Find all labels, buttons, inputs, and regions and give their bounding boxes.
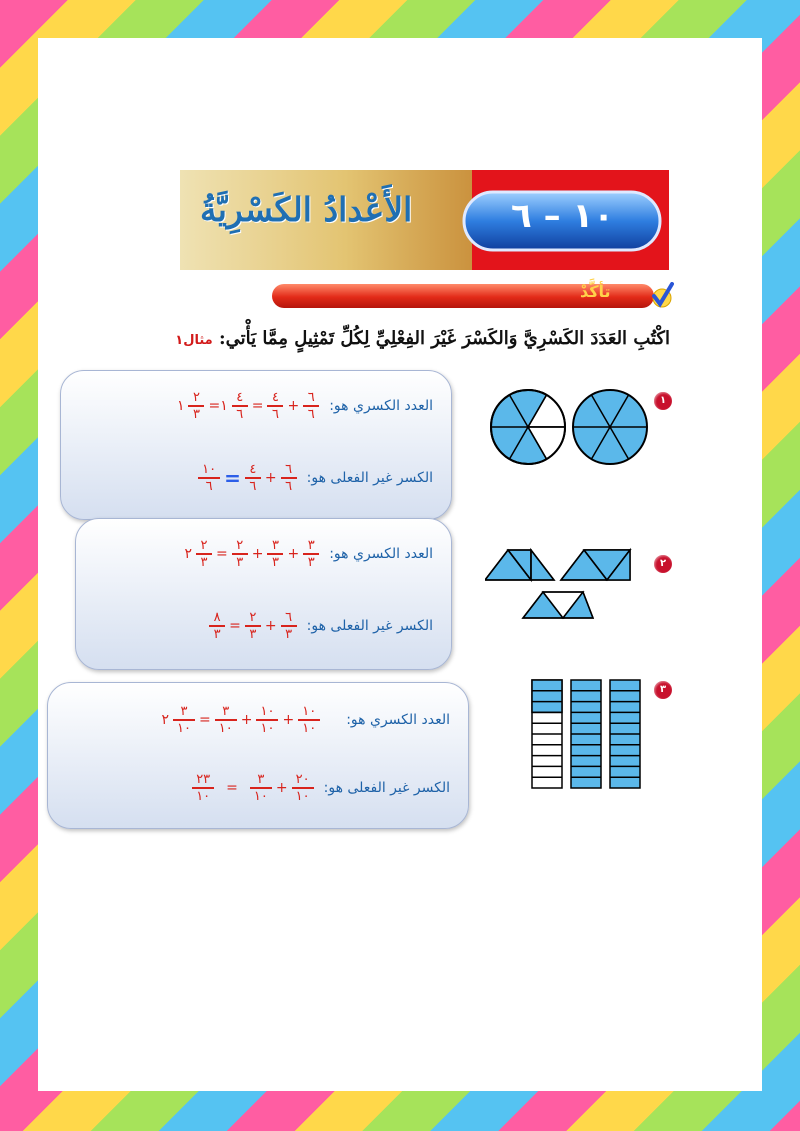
denominator: ٦: [205, 478, 213, 494]
numerator: ٢: [200, 538, 208, 553]
circle-whole: [573, 390, 647, 464]
figure-triangles: [485, 546, 635, 622]
mixed-equation-2: [184, 539, 433, 569]
plus-sign: +: [282, 711, 295, 728]
numerator: ١٠: [202, 462, 217, 477]
answer-box-1: [60, 370, 452, 520]
denominator: ١٠: [177, 720, 191, 736]
numerator: ٢: [249, 610, 257, 625]
denominator: ٣: [285, 626, 293, 642]
whole-part: ١: [176, 397, 185, 414]
plus-sign: +: [287, 397, 300, 414]
denominator: ٣: [249, 626, 257, 642]
mixed-label: العدد الكسري هو:: [346, 711, 450, 728]
bar-partial: [532, 680, 562, 788]
denominator: ١٠: [295, 788, 310, 804]
numerator: ٨: [213, 610, 221, 625]
lesson-title: الأَعْدادُ الكَسْرِيَّةُ: [200, 190, 413, 229]
question-number-2: ٢: [654, 555, 672, 573]
equals-sign: =: [216, 545, 228, 562]
numerator: ١٠: [260, 704, 275, 719]
plus-sign: +: [264, 617, 277, 634]
numerator: ٣: [222, 704, 230, 719]
figure-bars: [530, 678, 642, 790]
lesson-banner: [180, 170, 669, 270]
improper-equation-2: [209, 611, 433, 641]
numerator: ٢: [236, 538, 244, 553]
numerator: ٦: [285, 462, 293, 477]
plus-sign: +: [287, 545, 300, 562]
bar-whole: [610, 680, 640, 788]
mixed-equation-3: [161, 705, 450, 735]
numerator: ١٠: [302, 704, 317, 719]
numerator: ٤: [249, 462, 257, 477]
denominator: ٣: [200, 554, 208, 570]
improper-label: الكسر غير الفعلى هو:: [306, 617, 433, 634]
instruction: [175, 328, 670, 349]
denominator: ٣: [192, 406, 200, 422]
checkmark-icon: [650, 282, 674, 308]
numerator: ٤: [236, 390, 244, 405]
denominator: ٣: [236, 554, 244, 570]
denominator: ٦: [285, 478, 293, 494]
plus-sign: +: [264, 469, 277, 486]
numerator: ٦: [307, 390, 315, 405]
answer-box-2: [75, 518, 452, 670]
equals-sign: =: [226, 779, 238, 796]
numerator: ٢: [192, 390, 200, 405]
numerator: ٢٣: [196, 772, 211, 787]
denominator: ٦: [236, 406, 244, 422]
denominator: ٣: [271, 554, 279, 570]
denominator: ٣: [307, 554, 315, 570]
numerator: ٢٠: [295, 772, 310, 787]
denominator: ١٠: [218, 720, 233, 736]
improper-equation-1: [198, 463, 433, 493]
section-label: تأكَّدْ: [580, 282, 611, 301]
mixed-label: العدد الكسري هو:: [329, 397, 433, 414]
lesson-number: ١٠ – ٦: [511, 196, 614, 236]
improper-label: الكسر غير الفعلى هو:: [323, 779, 450, 796]
equals-sign: =: [229, 617, 241, 634]
numerator: ٣: [257, 772, 265, 787]
mixed-equation-1: [177, 391, 433, 421]
numerator: ٣: [307, 538, 315, 553]
mixed-label: العدد الكسري هو:: [329, 545, 433, 562]
figure-circles: [486, 385, 652, 469]
denominator: ١٠: [253, 788, 268, 804]
instruction-text: اكْتُبِ العَدَدَ الكَسْرِيَّ وَالكَسْرَ غَيْرَ الفِعْلِيِّ لِكُلِّ تَمْثِيلٍ مِمَّا يَأْتي:: [219, 328, 670, 349]
denominator: ٦: [249, 478, 257, 494]
answer-box-3: [47, 682, 469, 829]
improper-equation-3: [192, 773, 450, 803]
circle-partial: [491, 390, 565, 464]
example-ref: مثال١: [175, 333, 213, 348]
question-number-1: ١: [654, 392, 672, 410]
whole-part: ٢: [161, 711, 169, 728]
plus-sign: +: [275, 779, 288, 796]
denominator: ١٠: [196, 788, 211, 804]
numerator: ٣: [271, 538, 279, 553]
numerator: ٣: [180, 704, 188, 719]
plus-sign: +: [240, 711, 253, 728]
denominator: ١٠: [302, 720, 317, 736]
bar-whole: [571, 680, 601, 788]
improper-label: الكسر غير الفعلى هو:: [306, 469, 433, 486]
numerator: ٤: [271, 390, 279, 405]
equals-sign: =: [251, 397, 264, 414]
equals-sign: =: [224, 465, 241, 490]
equals-sign: =: [199, 711, 211, 728]
numerator: ٦: [285, 610, 293, 625]
equals-sign: =١: [208, 397, 228, 414]
denominator: ٦: [271, 406, 279, 422]
plus-sign: +: [251, 545, 264, 562]
question-number-3: ٣: [654, 681, 672, 699]
denominator: ٣: [213, 626, 221, 642]
denominator: ٦: [307, 406, 315, 422]
whole-part: ٢: [184, 545, 192, 562]
denominator: ١٠: [260, 720, 275, 736]
